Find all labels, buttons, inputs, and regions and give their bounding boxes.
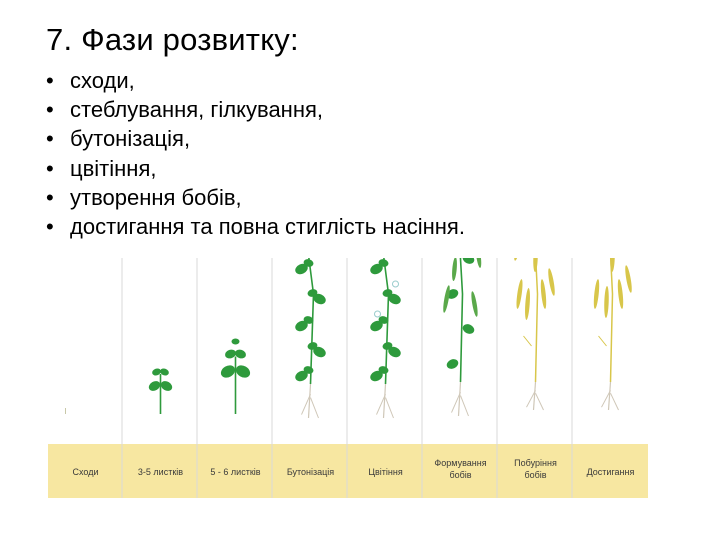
stem bbox=[609, 382, 611, 410]
stem bbox=[459, 382, 461, 416]
stage-label: 3-5 листків bbox=[137, 467, 184, 477]
stem bbox=[384, 384, 386, 418]
plant-stage bbox=[513, 258, 556, 410]
leaf bbox=[461, 258, 476, 266]
dry-leaf bbox=[599, 336, 607, 346]
bullet-icon: • bbox=[46, 126, 54, 152]
stage-label: Сходи bbox=[72, 467, 99, 477]
leaf bbox=[461, 322, 476, 335]
plant-stage bbox=[147, 367, 174, 414]
bullet-icon: • bbox=[46, 97, 54, 123]
pod bbox=[470, 291, 479, 317]
leaf bbox=[445, 357, 460, 370]
stem bbox=[610, 258, 613, 382]
list-item: • утворення бобів, bbox=[46, 183, 465, 212]
stage-label: Достигання bbox=[586, 467, 635, 477]
pod bbox=[442, 285, 451, 313]
leaf bbox=[234, 363, 253, 380]
list-item: • бутонізація, bbox=[46, 124, 465, 153]
growth-stages-illustration bbox=[48, 258, 648, 498]
stem bbox=[386, 398, 394, 418]
list-item: • цвітіння, bbox=[46, 154, 465, 183]
stem bbox=[311, 398, 319, 418]
dry-leaf bbox=[524, 336, 532, 346]
stem bbox=[534, 382, 536, 410]
pod bbox=[624, 265, 633, 293]
stem bbox=[536, 393, 544, 410]
stage-label: 5 - 6 листків bbox=[210, 467, 261, 477]
plant-stage bbox=[442, 258, 482, 416]
pod bbox=[524, 288, 531, 320]
pod bbox=[617, 279, 625, 309]
pod bbox=[533, 258, 538, 272]
bullet-icon: • bbox=[46, 155, 54, 181]
leaf bbox=[232, 339, 240, 345]
leaf bbox=[219, 363, 238, 380]
plant-stage bbox=[219, 339, 253, 415]
bullet-icon: • bbox=[46, 214, 54, 240]
pod bbox=[451, 258, 457, 281]
flower bbox=[393, 281, 399, 287]
stem bbox=[535, 258, 538, 382]
bullet-icon: • bbox=[46, 68, 54, 93]
stage-label: бобів bbox=[449, 470, 472, 480]
pod bbox=[593, 279, 601, 309]
list-item: • стеблування, гілкування, bbox=[46, 95, 465, 124]
plant-stage bbox=[590, 258, 633, 410]
flower bbox=[375, 311, 381, 317]
list-item: • сходи, bbox=[46, 66, 465, 95]
stem bbox=[309, 384, 311, 418]
growth-stages-figure bbox=[48, 258, 648, 498]
plant-stage bbox=[369, 258, 403, 418]
plant-stage bbox=[294, 258, 328, 418]
pod bbox=[515, 279, 524, 309]
stem bbox=[461, 396, 469, 416]
slide-title: 7. Фази розвитку: bbox=[46, 22, 299, 57]
pod bbox=[604, 286, 610, 318]
stage-label: Побуріння bbox=[514, 458, 557, 468]
pod bbox=[475, 258, 483, 268]
stage-label: бобів bbox=[524, 470, 547, 480]
phase-list bbox=[46, 66, 465, 241]
list-item: • достигання та повна стиглість насіння. bbox=[46, 212, 465, 241]
stage-label: Цвітіння bbox=[368, 467, 403, 477]
pod bbox=[540, 279, 548, 309]
bullet-icon: • bbox=[46, 184, 54, 210]
pod bbox=[547, 268, 556, 296]
stem bbox=[459, 258, 463, 382]
stage-label: Бутонізація bbox=[286, 467, 335, 477]
pod bbox=[513, 258, 522, 261]
stem bbox=[611, 393, 619, 410]
stage-label: Формування bbox=[434, 458, 487, 468]
